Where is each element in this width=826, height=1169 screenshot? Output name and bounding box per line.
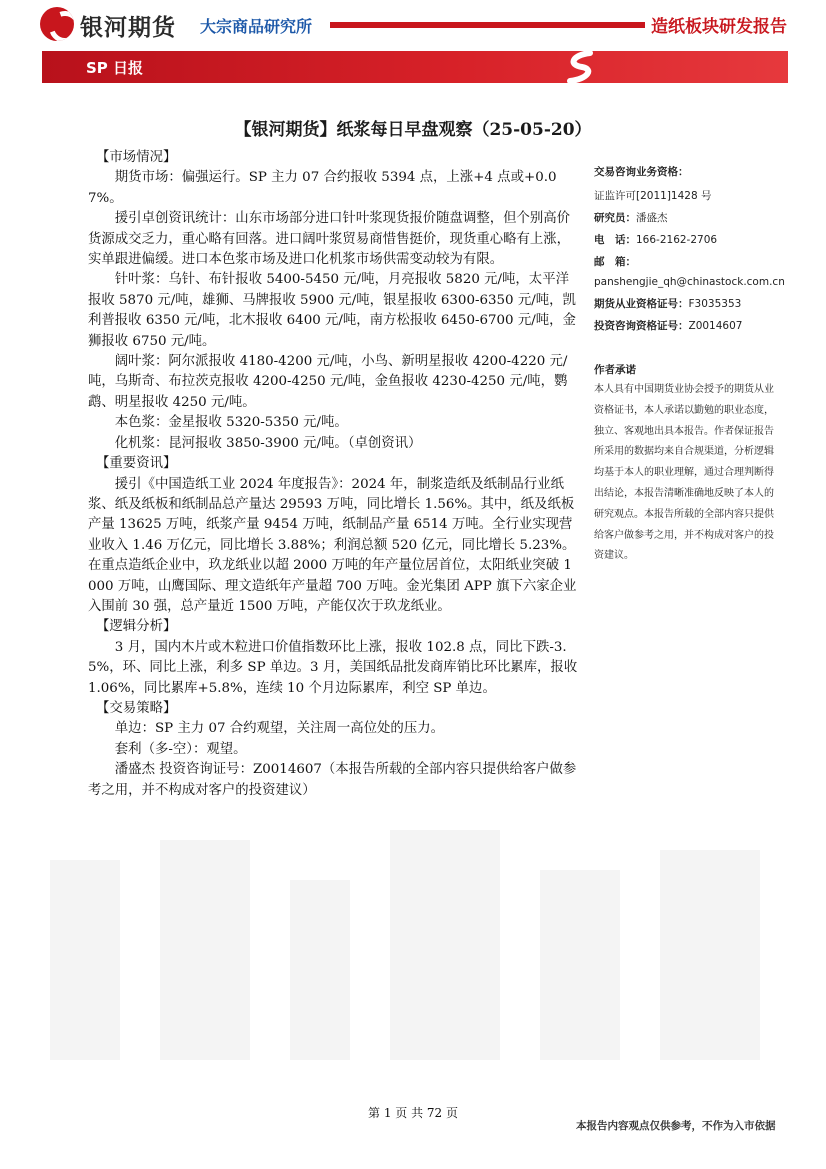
company-name: 银河期货 bbox=[80, 15, 176, 41]
swoosh-icon bbox=[560, 51, 600, 83]
researcher-row: 研究员：潘盛杰 bbox=[594, 212, 668, 224]
researcher-name: 潘盛杰 bbox=[636, 212, 668, 224]
license-number: 证监许可[2011]1428 号 bbox=[594, 190, 712, 202]
pledge-title: 作者承诺 bbox=[594, 364, 636, 376]
paragraph-logic-analysis: 3 月，国内木片或木粒进口价值指数环比上涨，报收 102.8 点，同比下跌-3.5%，环、同比上涨，利多 SP 单边。3 月，美国纸品批发商库销比环比累库，报收 1.06%，同比累库+5.8%，连续 10 个月边际累库，利空 SP 单边。 bbox=[88, 639, 578, 696]
phone-number: 166-2162-2706 bbox=[636, 234, 718, 246]
paragraph-hardwood-pulp: 阔叶浆：阿尔派报收 4180-4200 元/吨，小鸟、新明星报收 4200-4220 元/吨，乌斯奇、布拉茨克报收 4200-4250 元/吨，金鱼报收 4230-4250 元/吨，鹦鹉、明星报收 4250 元/吨。 bbox=[88, 354, 568, 410]
page-number: 第 1 页 共 72 页 bbox=[368, 1106, 458, 1120]
paragraph-unbleached-pulp: 本色浆：金星报收 5320-5350 元/吨。 bbox=[114, 415, 348, 431]
paragraph-arbitrage: 套利（多-空）：观望。 bbox=[114, 741, 247, 757]
paragraph-single-side: 单边：SP 主力 07 合约观望，关注周一高位处的压力。 bbox=[114, 721, 444, 737]
section-heading-news: 【重要资讯】 bbox=[96, 456, 177, 472]
paragraph-chemimechanical-pulp: 化机浆：昆河报收 3850-3900 元/吨。（卓创资讯） bbox=[114, 435, 422, 451]
company-logo-icon bbox=[40, 7, 74, 41]
pledge-text: 本人具有中国期货业协会授予的期货从业资格证书，本人承诺以勤勉的职业态度，独立、客观地出具本报告。作者保证报告所采用的数据均来自合规渠道，分析逻辑均基于本人的职业理解，通过合理判断得出结论，本报告清晰准确地反映了本人的研究观点。本报告所载的全部内容只提供给客户做参考之用，并不构成对客户的投资建议。 bbox=[594, 384, 774, 562]
futures-cert-row: 期货从业资格证号：F3035353 bbox=[594, 298, 742, 310]
document-title: 【银河期货】纸浆每日早盘观察（25-05-20） bbox=[234, 120, 592, 140]
header-divider bbox=[330, 22, 645, 28]
paragraph-futures-market: 期货市场：偏强运行。SP 主力 07 合约报收 5394 点，上涨+4 点或+0.07%。 bbox=[88, 170, 557, 206]
header-ribbon bbox=[42, 51, 788, 83]
report-type: 造纸板块研发报告 bbox=[651, 17, 787, 37]
paragraph-softwood-pulp: 针叶浆：乌针、布针报收 5400-5450 元/吨，月亮报收 5820 元/吨，太平洋报收 5870 元/吨，雄狮、马牌报收 5900 元/吨，银星报收 6300-6350 元/吨，凯利普报收 6350 元/吨，北木报收 6400 元/吨，南方松报收 6450-6700 元/吨，金狮报收 6750 元/吨。 bbox=[88, 272, 576, 349]
paragraph-spot-summary: 援引卓创资讯统计：山东市场部分进口针叶浆现货报价随盘调整，但个别高价货源成交乏力，重心略有回落。进口阔叶浆贸易商惜售挺价，现货重心略有上涨，实单跟进偏缓。进口本色浆市场及进口化机浆市场供需变动较为有限。 bbox=[88, 211, 571, 268]
section-heading-logic: 【逻辑分析】 bbox=[96, 619, 177, 635]
watermark-logo bbox=[40, 820, 800, 1070]
advisory-cert-row: 投资咨询资格证号：Z0014607 bbox=[594, 320, 743, 332]
futures-cert-number: F3035353 bbox=[688, 298, 742, 310]
email-address[interactable]: panshengjie_qh@chinastock.com.cn bbox=[594, 276, 785, 288]
section-heading-strategy: 【交易策略】 bbox=[96, 700, 177, 716]
section-heading-market: 【市场情况】 bbox=[96, 150, 177, 165]
phone-row: 电 话：166-2162-2706 bbox=[594, 234, 718, 246]
paragraph-industry-report: 援引《中国造纸工业 2024 年度报告》：2024 年，制浆造纸及纸制品行业纸浆、纸及纸板和纸制品总产量达 29593 万吨，同比增长 1.56%。其中，纸及纸板产量 13625 万吨，纸浆产量 9454 万吨，纸制品产量 6514 万吨。全行业实现营业收入 1.46 万亿元，同比增长 3.88%；利润总额 520 亿元，同比增长 5.23%。在重点造纸企业中，玖龙纸业以超 2000 万吨的年产量位居首位，太阳纸业突破 1000 万吨，山鹰国际、理文造纸年产量超 700 万吨。金光集团 APP 旗下六家企业入围前 30 强，总产量近 1500 万吨，产能仅次于玖龙纸业。 bbox=[88, 476, 577, 614]
email-label: 邮 箱： bbox=[594, 256, 636, 268]
footer-disclaimer: 本报告内容观点仅供参考，不作为入市依据 bbox=[576, 1120, 776, 1132]
advisory-cert-number: Z0014607 bbox=[688, 320, 743, 332]
paragraph-author-note: 潘盛杰 投资咨询证号：Z0014607（本报告所载的全部内容只提供给客户做参考之用，并不构成对客户的投资建议） bbox=[88, 762, 577, 798]
ribbon-label: SP 日报 bbox=[86, 59, 144, 77]
main-content bbox=[88, 148, 578, 801]
institute-name: 大宗商品研究所 bbox=[200, 17, 313, 36]
qualification-label: 交易咨询业务资格： bbox=[594, 166, 689, 178]
